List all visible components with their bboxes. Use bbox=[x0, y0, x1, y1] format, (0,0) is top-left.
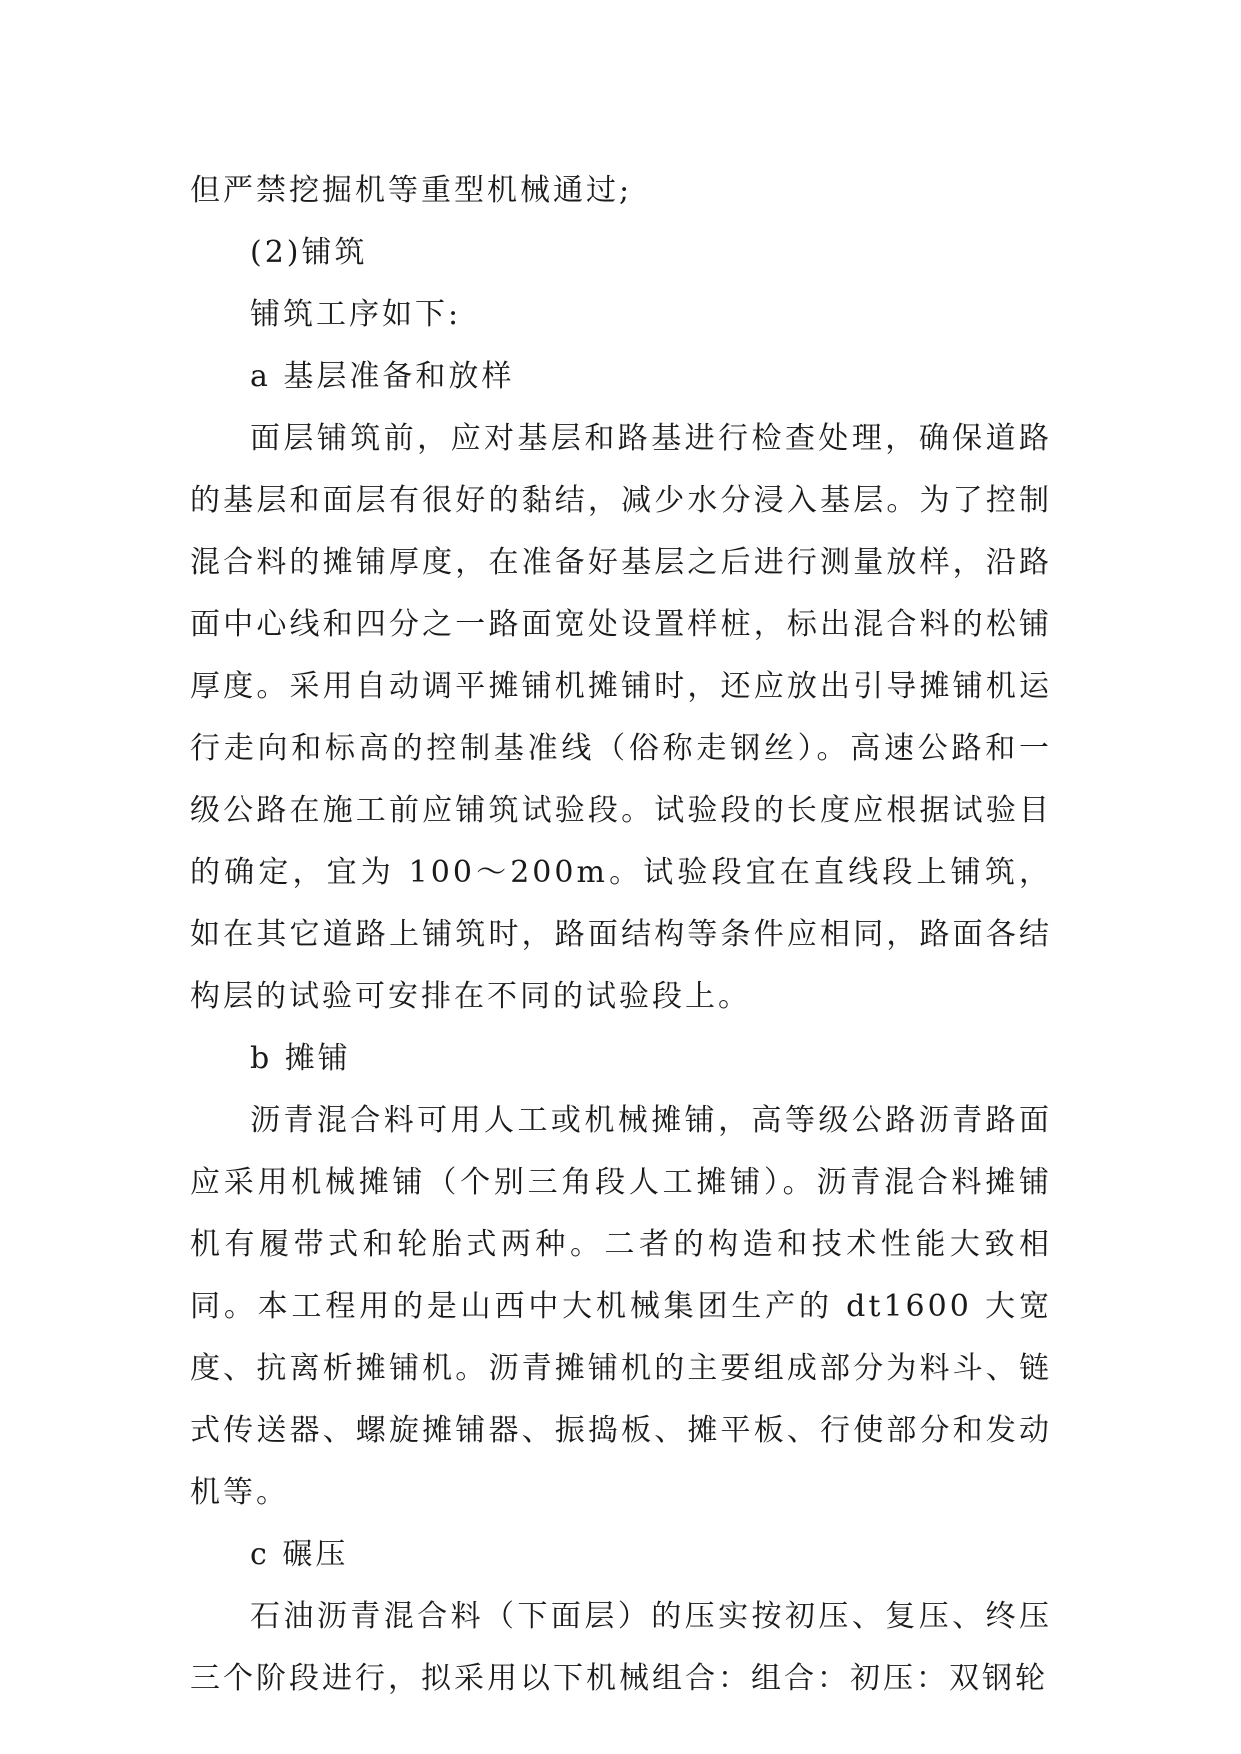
paragraph-procedure-intro: 铺筑工序如下: bbox=[250, 297, 462, 332]
paragraph-continuation: 但严禁挖掘机等重型机械通过; bbox=[190, 173, 633, 208]
paragraph-spreading: 沥青混合料可用人工或机械摊铺，高等级公路沥青路面应采用机械摊铺（个别三角段人工摊铺）。沥青混合料摊铺机有履带式和轮胎式两种。二者的构造和技术性能大致相同。本工程用的是山西中大机械集团生产的 dt1600 大宽度、抗离析摊铺机。沥青摊铺机的主要组成部分为料斗、链式传送器、螺旋摊铺器、振捣板、摊平板、行使部分和发动机等。 bbox=[190, 1103, 1052, 1510]
subheading-base-preparation: a 基层准备和放样 bbox=[250, 359, 515, 394]
subheading-rolling: c 碾压 bbox=[250, 1537, 349, 1572]
paragraph-base-preparation: 面层铺筑前，应对基层和路基进行检查处理，确保道路的基层和面层有很好的黏结，减少水分浸入基层。为了控制混合料的摊铺厚度，在准备好基层之后进行测量放样，沿路面中心线和四分之一路面宽处设置样桩，标出混合料的松铺厚度。采用自动调平摊铺机摊铺时，还应放出引导摊铺机运行走向和标高的控制基准线（俗称走钢丝）。高速公路和一级公路在施工前应铺筑试验段。试验段的长度应根据试验目的确定，宜为 100～200m。试验段宜在直线段上铺筑，如在其它道路上铺筑时，路面结构等条件应相同，路面各结构层的试验可安排在不同的试验段上。 bbox=[190, 421, 1052, 1014]
subheading-spreading: b 摊铺 bbox=[250, 1041, 351, 1076]
section-heading-paving: (2)铺筑 bbox=[250, 235, 368, 270]
paragraph-rolling: 石油沥青混合料（下面层）的压实按初压、复压、终压三个阶段进行，拟采用以下机械组合：组合：初压：双钢轮 bbox=[190, 1599, 1052, 1696]
document-body bbox=[190, 160, 1052, 1710]
